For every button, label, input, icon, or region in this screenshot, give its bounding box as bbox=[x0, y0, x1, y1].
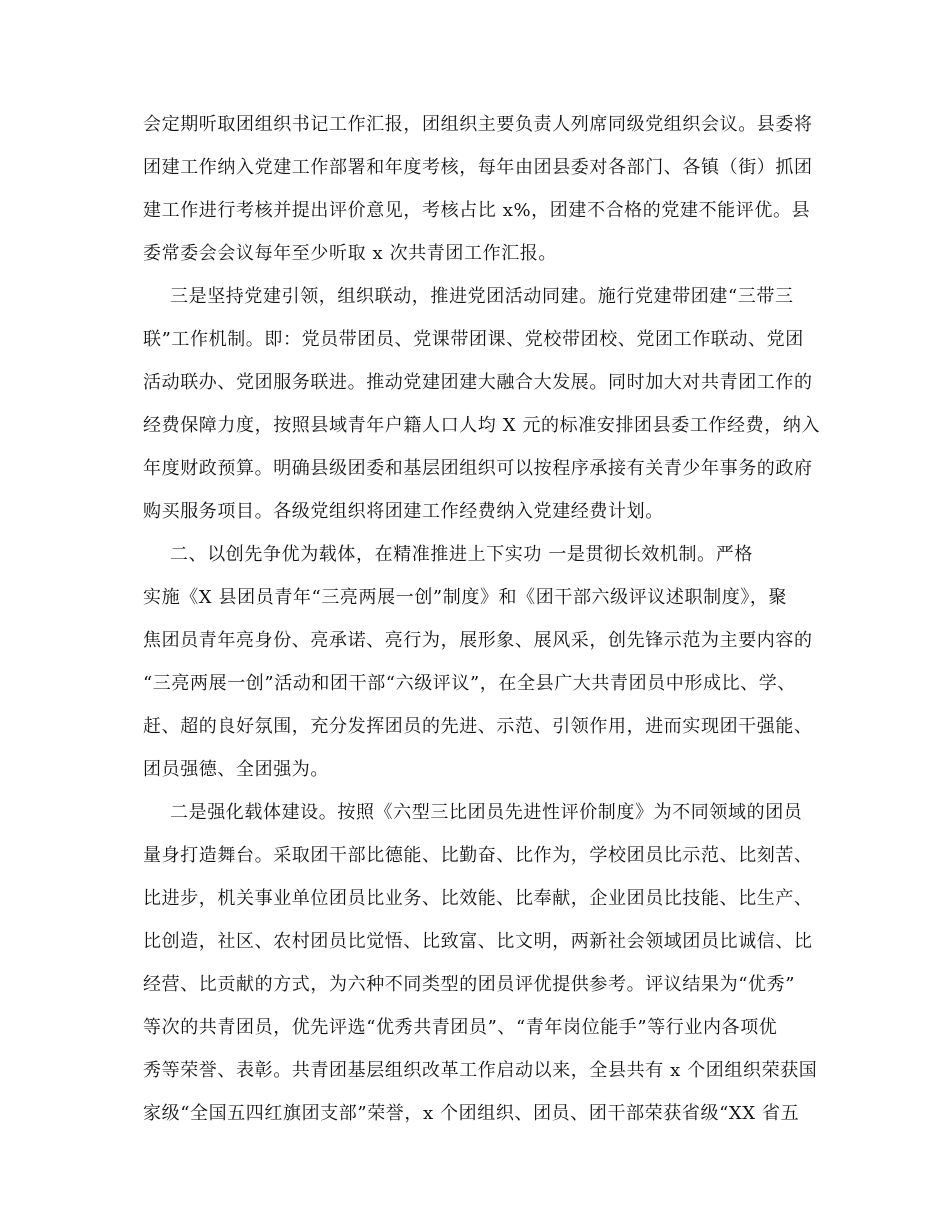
text-line: 等次的共青团员，优先评选“优秀共青团员”、“青年岗位能手”等行业内各项优 bbox=[143, 1017, 778, 1038]
text-line: 联”工作机制。即：党员带团员、党课带团课、党校带团校、党团工作联动、党团 bbox=[143, 329, 804, 350]
section-heading-line: 二、以创先争优为载体，在精准推进上下实功 一是贯彻长效机制。严格 bbox=[170, 544, 753, 565]
text-line: 家级“全国五四红旗团支部”荣誉，x 个团组织、团员、团干部荣获省级“XX 省五 bbox=[143, 1103, 800, 1124]
text-line: 经费保障力度，按照县域青年户籍人口人均 X 元的标准安排团县委工作经费，纳入 bbox=[143, 415, 821, 436]
text-line: “三亮两展一创”活动和团干部“六级评议”，在全县广大共青团员中形成比、学、 bbox=[143, 673, 797, 694]
text-line: 团员强德、全团强为。 bbox=[143, 759, 329, 780]
text-line: 实施《X 县团员青年“三亮两展一创”制度》和《团干部六级评议述职制度》，聚 bbox=[143, 587, 788, 608]
text-line: 购买服务项目。各级党组织将团建工作经费纳入党建经费计划。 bbox=[143, 501, 664, 522]
text-line: 秀等荣誉、表彰。共青团基层组织改革工作启动以来，全县共有 x 个团组织荣获国 bbox=[143, 1060, 818, 1081]
paragraph-start-line: 三是坚持党建引领，组织联动，推进党团活动同建。施行党建带团建“三带三 bbox=[170, 286, 794, 307]
text-line: 委常委会会议每年至少听取 x 次共青团工作汇报。 bbox=[143, 243, 557, 264]
text-line: 焦团员青年亮身份、亮承诺、亮行为，展形象、展风采，创先锋示范为主要内容的 bbox=[143, 630, 813, 651]
text-line: 比进步，机关事业单位团员比业务、比效能、比奉献，企业团员比技能、比生产、 bbox=[143, 888, 813, 909]
text-line: 经营、比贡献的方式，为六种不同类型的团员评优提供参考。评议结果为“优秀” bbox=[143, 974, 796, 995]
text-line: 活动联办、党团服务联进。推动党建团建大融合大发展。同时加大对共青团工作的 bbox=[143, 372, 813, 393]
text-line: 赶、超的良好氛围，充分发挥团员的先进、示范、引领作用，进而实现团干强能、 bbox=[143, 716, 813, 737]
text-line: 量身打造舞台。采取团干部比德能、比勤奋、比作为，学校团员比示范、比刻苦、 bbox=[143, 845, 813, 866]
text-line: 会定期听取团组织书记工作汇报，团组织主要负责人列席同级党组织会议。县委将 bbox=[143, 114, 813, 135]
text-line: 建工作进行考核并提出评价意见，考核占比 x%，团建不合格的党建不能评优。县 bbox=[143, 200, 811, 221]
text-line: 比创造，社区、农村团员比觉悟、比致富、比文明，两新社会领域团员比诚信、比 bbox=[143, 931, 813, 952]
text-line: 年度财政预算。明确县级团委和基层团组织可以按程序承接有关青少年事务的政府 bbox=[143, 458, 813, 479]
paragraph-start-line: 二是强化载体建设。按照《六型三比团员先进性评价制度》为不同领域的团员 bbox=[170, 802, 803, 823]
text-line: 团建工作纳入党建工作部署和年度考核，每年由团县委对各部门、各镇（街）抓团 bbox=[143, 157, 813, 178]
